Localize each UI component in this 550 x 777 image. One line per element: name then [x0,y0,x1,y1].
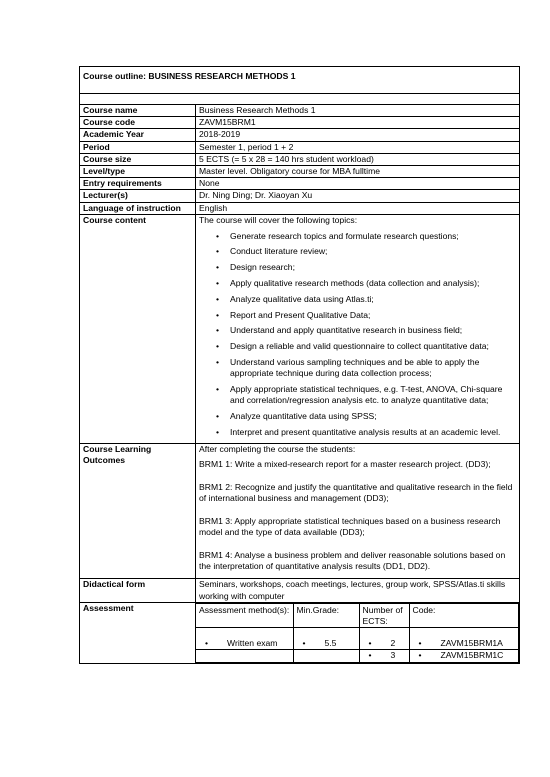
info-row [80,190,520,202]
course-content-cell [196,214,520,443]
topic-item: • Understand various sampling techniques and be able to apply the appropriate technique during data collection process; [199,357,516,379]
info-value: Master level. Obligatory course for MBA fulltime [196,166,520,178]
topic-item: • Analyze quantitative data using SPSS; [199,411,516,422]
didactical-form-value: Seminars, workshops, coach meetings, lectures, group work, SPSS/Atlas.ti skills working with computer [196,579,520,602]
info-row [80,178,520,190]
info-value: None [196,178,520,190]
didactical-form-row [80,579,520,602]
assessment-cell-grade [293,628,359,650]
course-outline-title: Course outline: BUSINESS RESEARCH METHODS 1 [80,67,520,94]
info-label: Period [80,141,196,153]
outcome-item: BRM1 2: Recognize and justify the quantitative and qualitative research in the field of international business and management (DD3); [199,482,513,504]
assessment-cell-code [409,650,519,662]
assessment-value-code: • ZAVM15BRM1A [413,638,516,649]
info-value: Dr. Ning Ding; Dr. Xiaoyan Xu [196,190,520,202]
topic-item: • Design research; [199,262,516,273]
course-info-rows [80,105,520,215]
topic-item: • Apply qualitative research methods (data collection and analysis); [199,278,516,289]
topic-item: • Conduct literature review; [199,246,516,257]
course-content-row [80,214,520,443]
learning-outcomes-row [80,443,520,579]
info-value: Business Research Methods 1 [196,105,520,117]
assessment-table [196,603,519,663]
course-outline-document [79,66,520,664]
topics-list [199,231,516,438]
info-row [80,166,520,178]
topic-item: • Report and Present Qualitative Data; [199,310,516,321]
info-label: Level/type [80,166,196,178]
info-row [80,141,520,153]
assessment-value-grade: • 5.5 [297,638,356,649]
assessment-header-row [196,603,519,627]
outcomes-list [199,459,516,572]
assessment-cell-ects [359,628,409,650]
assessment-value-ects: • 3 [363,650,406,661]
info-label: Language of instruction [80,202,196,214]
topic-item: • Analyze qualitative data using Atlas.ti; [199,294,516,305]
assessment-value-method: • Written exam [199,638,290,649]
learning-outcomes-cell [196,443,520,579]
assessment-cell [196,602,520,663]
info-label: Course name [80,105,196,117]
course-outline-table [79,66,520,664]
info-value: 5 ECTS (= 5 x 28 = 140 hrs student workload) [196,153,520,165]
didactical-form-label: Didactical form [80,579,196,602]
learning-outcomes-label: Course Learning Outcomes [80,443,196,579]
assessment-cell-ects [359,650,409,662]
topic-item: • Apply appropriate statistical techniques, e.g. T-test, ANOVA, Chi-square and correlation/regression analysis etc. to analyze quantitative data; [199,384,516,406]
assessment-cell-grade [293,650,359,662]
info-value: Semester 1, period 1 + 2 [196,141,520,153]
assessment-header-grade: Min.Grade: [293,603,359,627]
topic-item: • Understand and apply quantitative research in business field; [199,325,516,336]
assessment-value-code: • ZAVM15BRM1C [413,650,516,661]
topic-item: • Generate research topics and formulate research questions; [199,231,516,242]
info-label: Entry requirements [80,178,196,190]
info-row [80,153,520,165]
assessment-label: Assessment [80,602,196,663]
info-row [80,202,520,214]
assessment-value-ects: • 2 [363,638,406,649]
assessment-cell-code [409,628,519,650]
assessment-cell-method [196,650,293,662]
info-row [80,129,520,141]
info-label: Course code [80,117,196,129]
info-label: Lecturer(s) [80,190,196,202]
assessment-header-method: Assessment method(s): [196,603,293,627]
assessment-rows [196,628,519,662]
outcome-item: BRM1 4: Analyse a business problem and deliver reasonable solutions based on the interpretation of quantitative analysis results (DD1, DD2). [199,549,506,572]
topic-item: • Interpret and present quantitative analysis results at an academic level. [199,427,516,438]
outcome-item: BRM1 3: Apply appropriate statistical techniques based on a business research model and the type of data available (DD3); [199,516,501,538]
assessment-data-row [196,628,519,650]
course-content-intro: The course will cover the following topics: [199,214,358,225]
topic-item: • Design a reliable and valid questionnaire to collect quantitative data; [199,341,516,352]
info-label: Academic Year [80,129,196,141]
outcome-item: BRM1 1: Write a mixed-research report for a master research project. (DD3); [199,459,491,470]
info-label: Course size [80,153,196,165]
assessment-cell-method [196,628,293,650]
course-content-label: Course content [80,214,196,443]
assessment-header-ects: Number of ECTS: [359,603,409,627]
assessment-row [80,602,520,663]
info-row [80,105,520,117]
spacer-row [80,94,520,105]
learning-outcomes-intro: After completing the course the students: [199,443,356,454]
info-row [80,117,520,129]
info-value: 2018-2019 [196,129,520,141]
info-value: English [196,202,520,214]
assessment-data-row [196,650,519,662]
info-value: ZAVM15BRM1 [196,117,520,129]
assessment-header-code: Code: [409,603,519,627]
